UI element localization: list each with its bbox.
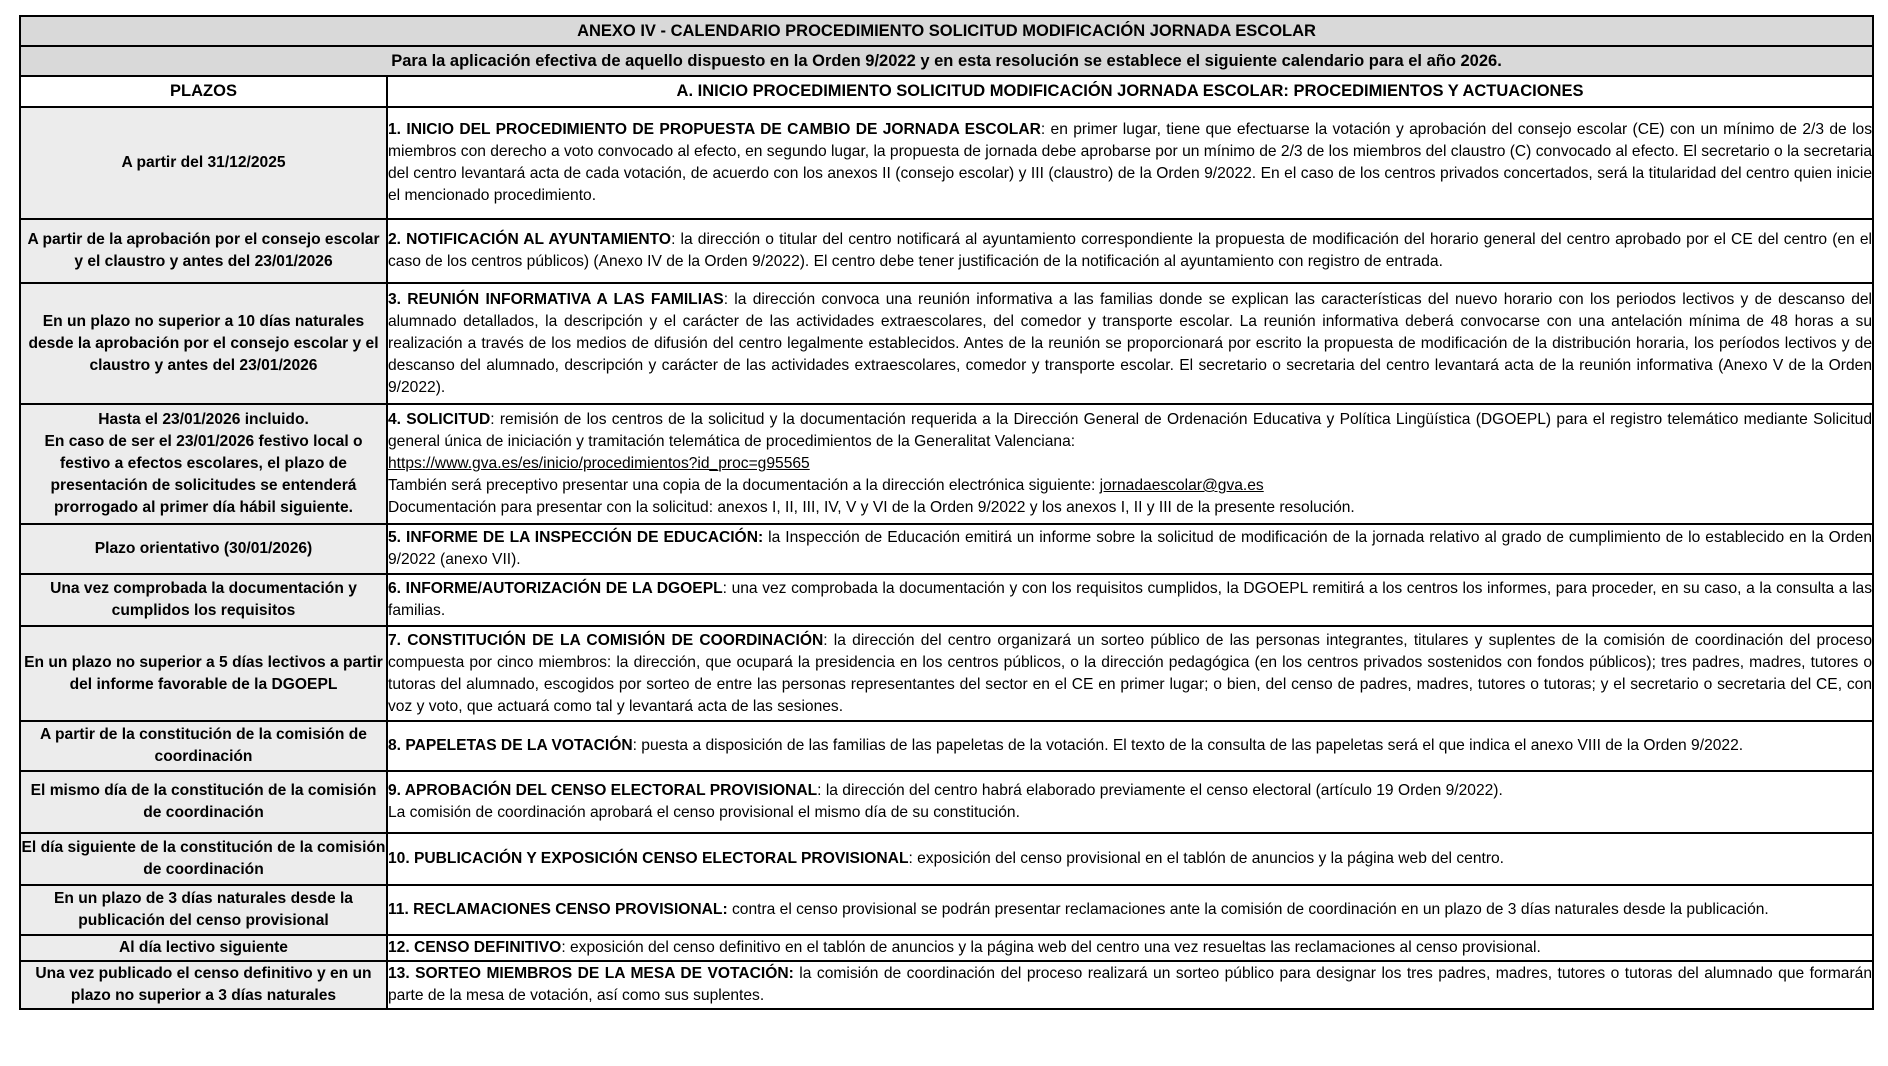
procedure-link[interactable]: https://www.gva.es/es/inicio/procedimientos?id_proc=g95565: [388, 455, 810, 472]
actuacion-text-3: Documentación para presentar con la solicitud: anexos I, II, III, IV, V y VI de la Orden 9/2022 y los anexos I, II y III de la presente resolución.: [388, 499, 1355, 516]
table-row: [20, 935, 1873, 961]
actuacion-heading: 7. CONSTITUCIÓN DE LA COMISIÓN DE COORDINACIÓN: [388, 631, 824, 649]
table-row: [20, 107, 1873, 219]
table-row: [20, 626, 1873, 721]
actuacion-heading: 13. SORTEO MIEMBROS DE LA MESA DE VOTACIÓN:: [388, 965, 794, 982]
plazo-cell: A partir de la constitución de la comisión de coordinación: [20, 721, 387, 771]
actuacion-text: la comisión de coordinación del proceso realizará un sorteo público para designar los tres padres, madres, tutores o tutoras del alumnado que formarán parte de la mesa de votación, así como sus suplentes.: [388, 965, 1873, 1004]
actuacion-text: : la dirección del centro organizará un sorteo público de las personas integrantes, titulares y suplentes de la comisión de coordinación del proceso compuesta por cinco miembros: la dirección, que ocupará la presidencia en los centros públicos, o la dirección pedagógica (en los centros privados sostenidos con fondos públicos); tres padres, madres, tutores o tutoras del alumnado, escogidos por sorteo de entre las personas representantes del sector en el CE en primer lugar; o bien, del censo de padres, madres, tutores o tutoras; y el secretario o secretaria del CE, con voz y voto, que actuará como tal y levantará acta de las sesiones.: [388, 631, 1873, 715]
plazo-cell: En un plazo no superior a 5 días lectivos a partir del informe favorable de la DGOEPL: [20, 626, 387, 721]
email-intro: También será preceptivo presentar una copia de la documentación a la dirección electrónica siguiente:: [388, 477, 1100, 494]
actuacion-cell: [387, 935, 1873, 961]
table-row: [20, 833, 1873, 885]
table-row: [20, 721, 1873, 771]
actuacion-heading: 10. PUBLICACIÓN Y EXPOSICIÓN CENSO ELECTORAL PROVISIONAL: [388, 850, 909, 867]
actuacion-cell: [387, 885, 1873, 935]
actuacion-heading: 5. INFORME DE LA INSPECCIÓN DE EDUCACIÓN:: [388, 529, 764, 546]
intro-row: [20, 46, 1873, 76]
actuacion-heading: 11. RECLAMACIONES CENSO PROVISIONAL:: [388, 901, 728, 918]
actuacion-cell: [387, 626, 1873, 721]
actuacion-text-2: [388, 475, 1872, 497]
calendar-table: [19, 15, 1874, 1010]
table-intro: Para la aplicación efectiva de aquello dispuesto en la Orden 9/2022 y en esta resolución se establece el siguiente calendario para el año 2026.: [20, 46, 1873, 76]
actuacion-text: : exposición del censo definitivo en el tablón de anuncios y la página web del centro una vez resueltas las reclamaciones al censo provisional.: [561, 939, 1541, 956]
table-row: [20, 404, 1873, 524]
plazo-cell: Al día lectivo siguiente: [20, 935, 387, 961]
actuacion-text: : la dirección convoca una reunión informativa a las familias donde se explican las características del nuevo horario con los periodos lectivos y de descanso del alumnado detallados, la descripción y el carácter de las actividades extraescolares, del comedor y transporte escolar. La reunión informativa deberá convocarse con una antelación mínima de 48 horas a su realización a través de los medios de difusión del centro legalmente establecidos. Antes de la reunión se proporcionará por escrito la propuesta de modificación de la distribución horaria, los períodos lectivos y de descanso del alumnado, descripción y carácter de las actividades extraescolares, comedor y transporte escolar. El secretario o secretaria del centro levantará acta de la reunión informativa (Anexo V de la Orden 9/2022).: [388, 290, 1873, 396]
column-header-plazos: PLAZOS: [20, 76, 387, 107]
plazo-cell: El día siguiente de la constitución de la comisión de coordinación: [20, 833, 387, 885]
actuacion-cell: [387, 771, 1873, 833]
plazo-cell: Plazo orientativo (30/01/2026): [20, 524, 387, 574]
actuacion-text: : remisión de los centros de la solicitud y la documentación requerida a la Dirección General de Ordenación Educativa y Política Lingüística (DGOEPL) para el registro telemático mediante Solicitud general única de iniciación y tramitación telemática de procedimientos de la Generalitat Valenciana:: [388, 411, 1873, 450]
actuacion-heading: 8. PAPELETAS DE LA VOTACIÓN: [388, 737, 633, 754]
table-row: [20, 961, 1873, 1009]
actuacion-heading: 12. CENSO DEFINITIVO: [388, 939, 562, 956]
actuacion-heading: 6. INFORME/AUTORIZACIÓN DE LA DGOEPL: [388, 580, 723, 597]
actuacion-heading: 3. REUNIÓN INFORMATIVA A LAS FAMILIAS: [388, 290, 724, 308]
plazo-cell: A partir de la aprobación por el consejo escolar y el claustro y antes del 23/01/2026: [20, 219, 387, 283]
column-header-actuaciones: A. INICIO PROCEDIMIENTO SOLICITUD MODIFICACIÓN JORNADA ESCOLAR: PROCEDIMIENTOS Y ACTUACIONES: [387, 76, 1873, 107]
actuacion-cell: [387, 107, 1873, 219]
actuacion-text: : la dirección del centro habrá elaborado previamente el censo electoral (artículo 19 Orden 9/2022).: [817, 782, 1503, 799]
actuacion-cell: [387, 833, 1873, 885]
actuacion-cell: [387, 961, 1873, 1009]
plazo-cell: [20, 404, 387, 524]
plazo-cell: Una vez comprobada la documentación y cumplidos los requisitos: [20, 574, 387, 626]
actuacion-heading: 1. INICIO DEL PROCEDIMIENTO DE PROPUESTA DE CAMBIO DE JORNADA ESCOLAR: [388, 121, 1041, 138]
actuacion-text-2: La comisión de coordinación aprobará el censo provisional el mismo día de su constitución.: [388, 804, 1020, 821]
actuacion-text: : exposición del censo provisional en el tablón de anuncios y la página web del centro.: [908, 850, 1505, 867]
actuacion-text: : puesta a disposición de las familias de las papeletas de la votación. El texto de la consulta de las papeletas será el que indica el anexo VIII de la Orden 9/2022.: [632, 737, 1744, 754]
column-header-row: [20, 76, 1873, 107]
actuacion-cell: [387, 524, 1873, 574]
table-title: ANEXO IV - CALENDARIO PROCEDIMIENTO SOLICITUD MODIFICACIÓN JORNADA ESCOLAR: [20, 16, 1873, 46]
table-row: [20, 771, 1873, 833]
plazo-cell: A partir del 31/12/2025: [20, 107, 387, 219]
actuacion-text: : la dirección o titular del centro notificará al ayuntamiento correspondiente la propuesta de modificación del horario general del centro aprobado por el CE del centro (en el caso de los centros públicos) (Anexo IV de la Orden 9/2022). El centro debe tener justificación de la notificación al ayuntamiento con registro de entrada.: [388, 231, 1873, 270]
actuacion-heading: 4. SOLICITUD: [388, 411, 491, 428]
actuacion-heading: 2. NOTIFICACIÓN AL AYUNTAMIENTO: [388, 231, 672, 248]
title-row: [20, 16, 1873, 46]
actuacion-cell: [387, 283, 1873, 404]
email-link[interactable]: jornadaescolar@gva.es: [1099, 477, 1264, 494]
table-row: [20, 524, 1873, 574]
actuacion-cell: [387, 219, 1873, 283]
actuacion-text: la Inspección de Educación emitirá un informe sobre la solicitud de modificación de la jornada relativo al grado de cumplimiento de lo establecido en la Orden 9/2022 (anexo VII).: [388, 529, 1873, 568]
actuacion-cell: [387, 404, 1873, 524]
plazo-line: En caso de ser el 23/01/2026 festivo local o festivo a efectos escolares, el plazo de presentación de solicitudes se entenderá prorrogado al primer día hábil siguiente.: [44, 433, 363, 516]
plazo-cell: Una vez publicado el censo definitivo y en un plazo no superior a 3 días naturales: [20, 961, 387, 1009]
actuacion-cell: [387, 574, 1873, 626]
plazo-cell: En un plazo de 3 días naturales desde la publicación del censo provisional: [20, 885, 387, 935]
actuacion-text: : una vez comprobada la documentación y con los requisitos cumplidos, la DGOEPL remitirá a los centros los informes, para proceder, en su caso, a la consulta a las familias.: [388, 580, 1873, 619]
plazo-cell: En un plazo no superior a 10 días naturales desde la aprobación por el consejo escolar y el claustro y antes del 23/01/2026: [20, 283, 387, 404]
table-row: [20, 219, 1873, 283]
table-row: [20, 885, 1873, 935]
actuacion-cell: [387, 721, 1873, 771]
plazo-line: Hasta el 23/01/2026 incluido.: [98, 411, 309, 428]
plazo-cell: El mismo día de la constitución de la comisión de coordinación: [20, 771, 387, 833]
actuacion-text: : en primer lugar, tiene que efectuarse la votación y aprobación del consejo escolar (CE) con un mínimo de 2/3 de los miembros con derecho a voto convocado al efecto, en segundo lugar, la propuesta de jornada debe aprobarse por un mínimo de 2/3 de los miembros del claustro (C) convocado al efecto. El secretario o la secretaria del centro levantará acta de cada votación, de acuerdo con los anexos II (consejo escolar) y III (claustro) de la Orden 9/2022. En el caso de los centros privados concertados, será la titularidad del centro quien inicie el mencionado procedimiento.: [388, 121, 1873, 204]
actuacion-text: contra el censo provisional se podrán presentar reclamaciones ante la comisión de coordinación en un plazo de 3 días naturales desde la publicación.: [727, 901, 1769, 918]
table-row: [20, 283, 1873, 404]
actuacion-heading: 9. APROBACIÓN DEL CENSO ELECTORAL PROVISIONAL: [388, 782, 818, 799]
table-row: [20, 574, 1873, 626]
